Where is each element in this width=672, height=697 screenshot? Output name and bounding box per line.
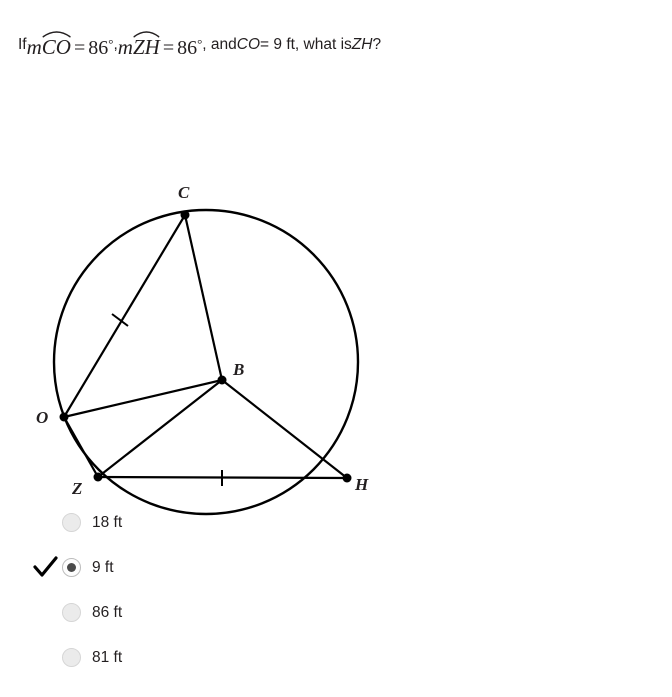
question-given-rest: = 9 ft, what is (260, 35, 352, 53)
arc-label-co: CO (41, 35, 71, 59)
arc-overline-icon (133, 30, 160, 38)
choice-label-1: 9 ft (92, 558, 114, 576)
equals-1: = (73, 37, 86, 59)
measure-arc-co (27, 30, 114, 60)
vertex-h (343, 474, 352, 483)
arc-notation-co (42, 30, 71, 60)
segment-bh (222, 380, 347, 478)
question-prefix: If (18, 35, 27, 53)
choice-label-2: 86 ft (92, 603, 123, 621)
label-z: Z (72, 479, 83, 498)
radio-option-3[interactable] (62, 648, 81, 667)
value-1: 86 (88, 37, 109, 59)
measure-operator-2: m (117, 35, 133, 59)
vertex-b (218, 376, 227, 385)
correct-check-slot-2 (34, 600, 60, 626)
vertex-z (94, 473, 103, 482)
checkmark-icon (34, 557, 58, 579)
arc-overline-icon (42, 30, 71, 38)
vertex-c (181, 211, 190, 220)
question-middle: , and (202, 35, 237, 53)
choice-label-0: 18 ft (92, 513, 123, 531)
choice-row-3[interactable] (34, 635, 334, 680)
label-h: H (355, 475, 369, 494)
label-c: C (178, 183, 190, 202)
arc-label-zh: ZH (132, 35, 160, 59)
correct-check-slot-1 (34, 555, 60, 581)
segment-oz (64, 417, 98, 477)
degree-symbol-2: ° (197, 35, 203, 51)
question-text (18, 30, 662, 60)
label-o: O (36, 408, 49, 427)
value-2: 86 (177, 37, 198, 59)
choice-row-1[interactable] (34, 545, 334, 590)
equals-2: = (162, 37, 175, 59)
circle-outline (54, 210, 358, 514)
correct-check-slot-0 (34, 510, 60, 536)
question-separator: , (113, 35, 118, 53)
measure-operator-1: m (26, 35, 42, 59)
segment-co (64, 215, 185, 417)
choice-row-2[interactable] (34, 590, 334, 635)
arc-notation-zh (133, 30, 160, 60)
geometry-figure (10, 90, 430, 498)
question-suffix: ? (372, 35, 382, 53)
circle-diagram-svg (10, 90, 430, 498)
vertex-o (60, 413, 69, 422)
answer-choices (34, 500, 334, 680)
radio-option-1[interactable] (62, 558, 81, 577)
degree-symbol-1: ° (108, 35, 114, 51)
radio-option-2[interactable] (62, 603, 81, 622)
choice-label-3: 81 ft (92, 648, 123, 666)
segment-cb (185, 215, 222, 380)
radio-option-0[interactable] (62, 513, 81, 532)
segment-label-zh: ZH (351, 35, 373, 53)
label-b: B (233, 360, 245, 379)
choice-row-0[interactable] (34, 500, 334, 545)
measure-arc-zh (118, 30, 203, 60)
correct-check-slot-3 (34, 645, 60, 671)
segment-label-co: CO (236, 35, 261, 53)
